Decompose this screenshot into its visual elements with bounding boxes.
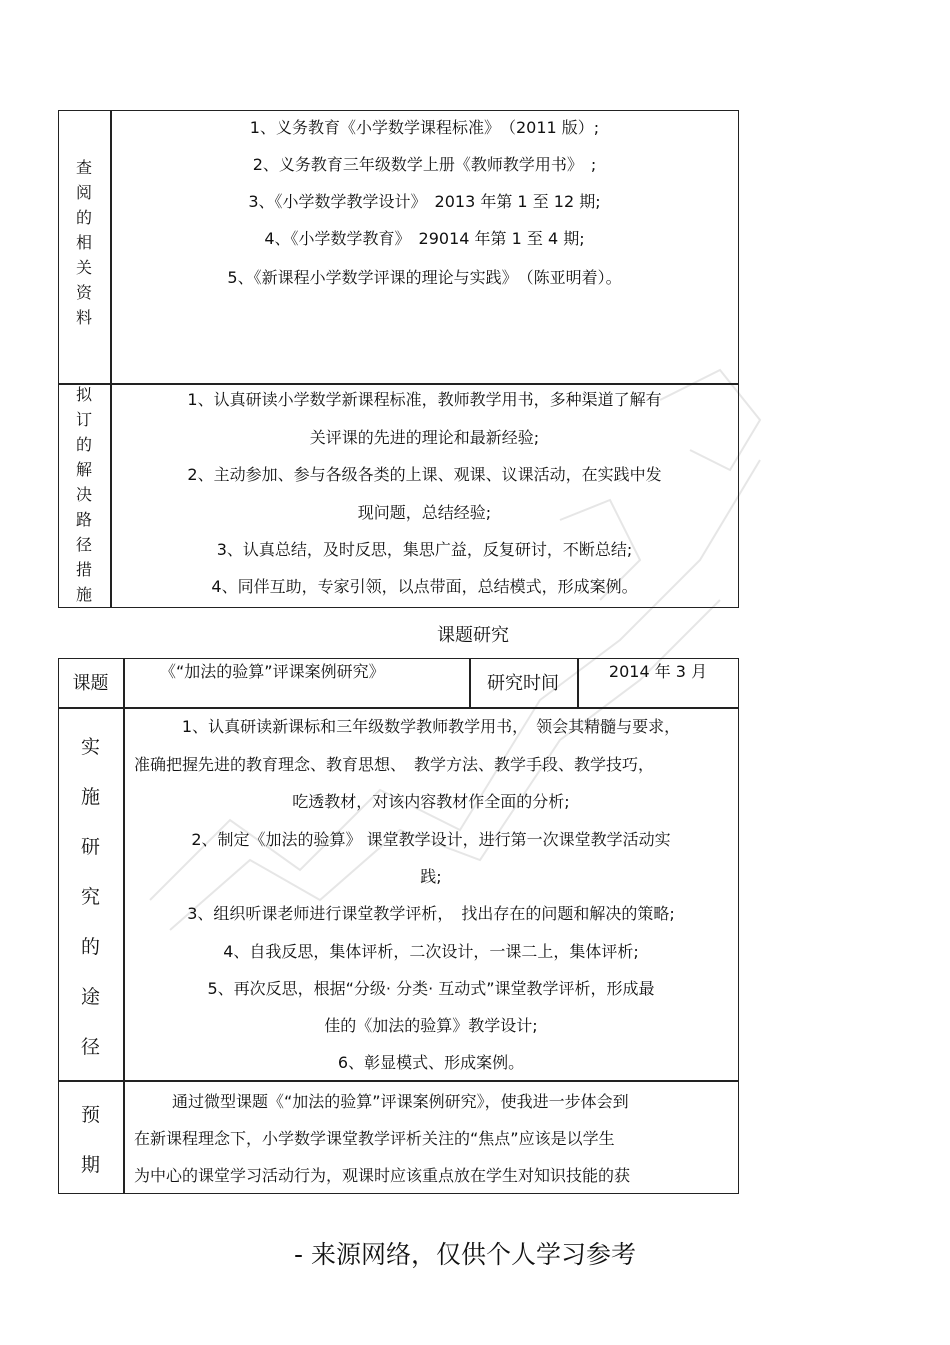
- approach-line: 5、再次反思，根据“分级· 分类· 互动式”课堂教学评析，形成最: [207, 979, 655, 998]
- approach-line: 准确把握先进的教育理念、教育思想、 教学方法、教学手段、教学技巧，: [134, 755, 655, 774]
- solution-measures-label-char: 措: [75, 560, 92, 579]
- approach-line: 佳的《加法的验算》教学设计;: [324, 1016, 538, 1035]
- implementation-approach-label-char: 施: [80, 786, 100, 808]
- research-table: [58, 658, 739, 1194]
- research-table-expected-divider: [58, 1080, 739, 1082]
- references-label-char: 查: [75, 158, 92, 177]
- solution-measures-label-char: 径: [75, 535, 92, 554]
- implementation-approach-label-char: 的: [80, 936, 100, 958]
- references-label-char: 的: [75, 208, 92, 227]
- solution-measures-label-char: 的: [75, 435, 92, 454]
- measure-item: 3、认真总结，及时反思，集思广益，反复研讨，不断总结;: [216, 540, 633, 559]
- references-label-char: 关: [75, 258, 92, 277]
- expected-line: 为中心的课堂学习活动行为，观课时应该重点放在学生对知识技能的获: [134, 1166, 631, 1185]
- reference-table-column-divider: [110, 110, 112, 608]
- approach-line: 4、自我反思，集体评析，二次设计，一课二上，集体评析;: [223, 942, 639, 961]
- research-time-label: 研究时间: [487, 673, 559, 694]
- expected-outcome-label-char: 预: [80, 1104, 100, 1126]
- reference-table: [58, 110, 739, 608]
- measure-item: 4、同伴互助，专家引领，以点带面，总结模式，形成案例。: [211, 577, 638, 596]
- implementation-approach-label-char: 研: [80, 836, 100, 858]
- approach-line: 践;: [420, 867, 442, 886]
- measure-item: 1、认真研读小学数学新课程标准，教师教学用书，多种渠道了解有: [187, 390, 662, 409]
- reference-item: 3、《小学数学教学设计》 2013 年第 1 至 12 期;: [248, 192, 601, 211]
- solution-measures-label: [58, 382, 110, 607]
- references-label: [58, 155, 110, 330]
- solution-measures-label-char: 决: [75, 485, 92, 504]
- reference-item: 2、义务教育三年级数学上册《教师教学用书》 ;: [252, 155, 597, 174]
- references-label-char: 料: [75, 308, 92, 327]
- references-label-char: 相: [75, 233, 92, 252]
- approach-line: 1、认真研读新课标和三年级数学教师教学用书， 领会其精髓与要求，: [181, 717, 681, 736]
- approach-line: 6、彰显模式、形成案例。: [337, 1053, 525, 1072]
- expected-outcome-label-char: 期: [80, 1154, 100, 1176]
- footer-note: - 来源网络，仅供个人学习参考: [294, 1240, 636, 1269]
- approach-line: 3、组织听课老师进行课堂教学评析， 找出存在的问题和解决的策略;: [187, 904, 675, 923]
- expected-line: 通过微型课题《“加法的验算”评课案例研究》，使我进一步体会到: [172, 1092, 629, 1111]
- approach-line: 吃透教材，对该内容教材作全面的分析;: [292, 792, 570, 811]
- implementation-approach-label-char: 实: [80, 736, 100, 758]
- approach-line: 2、制定《加法的验算》 课堂教学设计，进行第一次课堂教学活动实: [191, 830, 671, 849]
- expected-outcome-label: [58, 1090, 123, 1190]
- references-label-char: 阅: [75, 183, 92, 202]
- section-title: 课题研究: [437, 625, 509, 646]
- research-time-value: 2014 年 3 月: [608, 662, 708, 681]
- reference-item: 5、《新课程小学数学评课的理论与实践》 （陈亚明着）。: [227, 268, 622, 287]
- measure-item: 2、主动参加、参与各级各类的上课、观课、议课活动，在实践中发: [187, 465, 662, 484]
- solution-measures-label-char: 施: [75, 585, 92, 604]
- solution-measures-label-char: 路: [75, 510, 92, 529]
- reference-item: 4、《小学数学教育》 29014 年第 1 至 4 期;: [264, 229, 585, 248]
- expected-line: 在新课程理念下，小学数学课堂教学评析关注的“焦点”应该是以学生: [134, 1129, 615, 1148]
- reference-table-row-divider: [58, 383, 739, 385]
- research-table-header-divider: [58, 707, 739, 709]
- measure-item: 关评课的先进的理论和最新经验;: [309, 428, 540, 447]
- reference-item: 1、义务教育《小学数学课程标准》 （2011 版）;: [249, 118, 600, 137]
- solution-measures-label-char: 解: [75, 460, 92, 479]
- solution-measures-label-char: 拟: [75, 385, 92, 404]
- research-table-label-divider: [123, 658, 125, 1194]
- references-label-char: 资: [75, 283, 92, 302]
- implementation-approach-label-char: 径: [80, 1036, 100, 1058]
- solution-measures-label-char: 订: [75, 410, 92, 429]
- measure-item: 现问题，总结经验;: [357, 503, 492, 522]
- implementation-approach-label-char: 途: [80, 986, 100, 1008]
- implementation-approach-label: [58, 722, 123, 1072]
- topic-value: 《“加法的验算”评课案例研究》: [160, 662, 385, 681]
- implementation-approach-label-char: 究: [80, 886, 100, 908]
- topic-label: 课题: [72, 673, 109, 694]
